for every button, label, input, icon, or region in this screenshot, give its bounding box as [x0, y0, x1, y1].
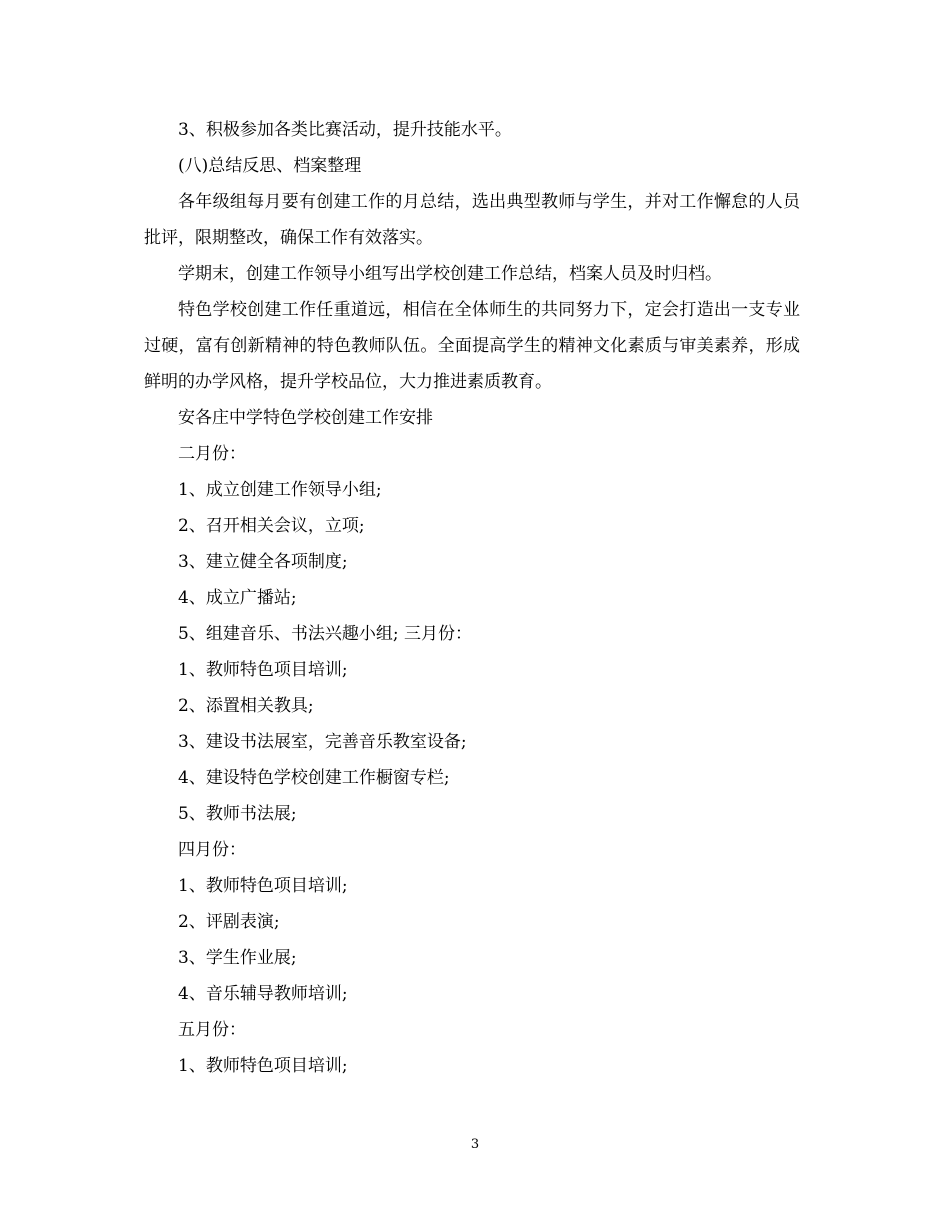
paragraph: 特色学校创建工作任重道远，相信在全体师生的共同努力下，定会打造出一支专业过硬，富有创新精神的特色教师队伍。全面提高学生的精神文化素质与审美素养，形成鲜明的办学风格，提升学校品位，大力推进素质教育。 [144, 300, 800, 392]
list-item: 1、教师特色项目培训; [178, 660, 348, 680]
list-item: 5、组建音乐、书法兴趣小组; 三月份： [178, 624, 472, 644]
list-item: 2、召开相关会议，立项; [178, 516, 365, 536]
list-item: 3、建立健全各项制度; [178, 552, 348, 572]
paragraph: 学期末，创建工作领导小组写出学校创建工作总结，档案人员及时归档。 [178, 264, 722, 284]
list-item: 2、添置相关教具; [178, 696, 314, 716]
list-item: 1、成立创建工作领导小组; [178, 480, 382, 500]
section-heading: 安各庄中学特色学校创建工作安排 [178, 408, 433, 428]
paragraph: 3、积极参加各类比赛活动，提升技能水平。 [178, 120, 512, 140]
list-item: 1、教师特色项目培训; [178, 1056, 348, 1076]
month-heading: 五月份： [178, 1020, 246, 1040]
list-item: 4、成立广播站; [178, 588, 297, 608]
list-item: 5、教师书法展; [178, 804, 297, 824]
paragraph: 各年级组每月要有创建工作的月总结，选出典型教师与学生，并对工作懈怠的人员批评，限期整改，确保工作有效落实。 [144, 192, 800, 248]
list-item: 1、教师特色项目培训; [178, 876, 348, 896]
list-item: 4、建设特色学校创建工作橱窗专栏; [178, 768, 450, 788]
list-item: 4、音乐辅导教师培训; [178, 984, 348, 1004]
list-item: 3、学生作业展; [178, 948, 297, 968]
document-body [144, 112, 800, 1084]
section-heading: (八)总结反思、档案整理 [178, 156, 362, 176]
month-heading: 二月份： [178, 444, 246, 464]
month-heading: 四月份： [178, 840, 246, 860]
list-item: 3、建设书法展室，完善音乐教室设备; [178, 732, 467, 752]
list-item: 2、评剧表演; [178, 912, 280, 932]
page-number: 3 [470, 1137, 480, 1152]
